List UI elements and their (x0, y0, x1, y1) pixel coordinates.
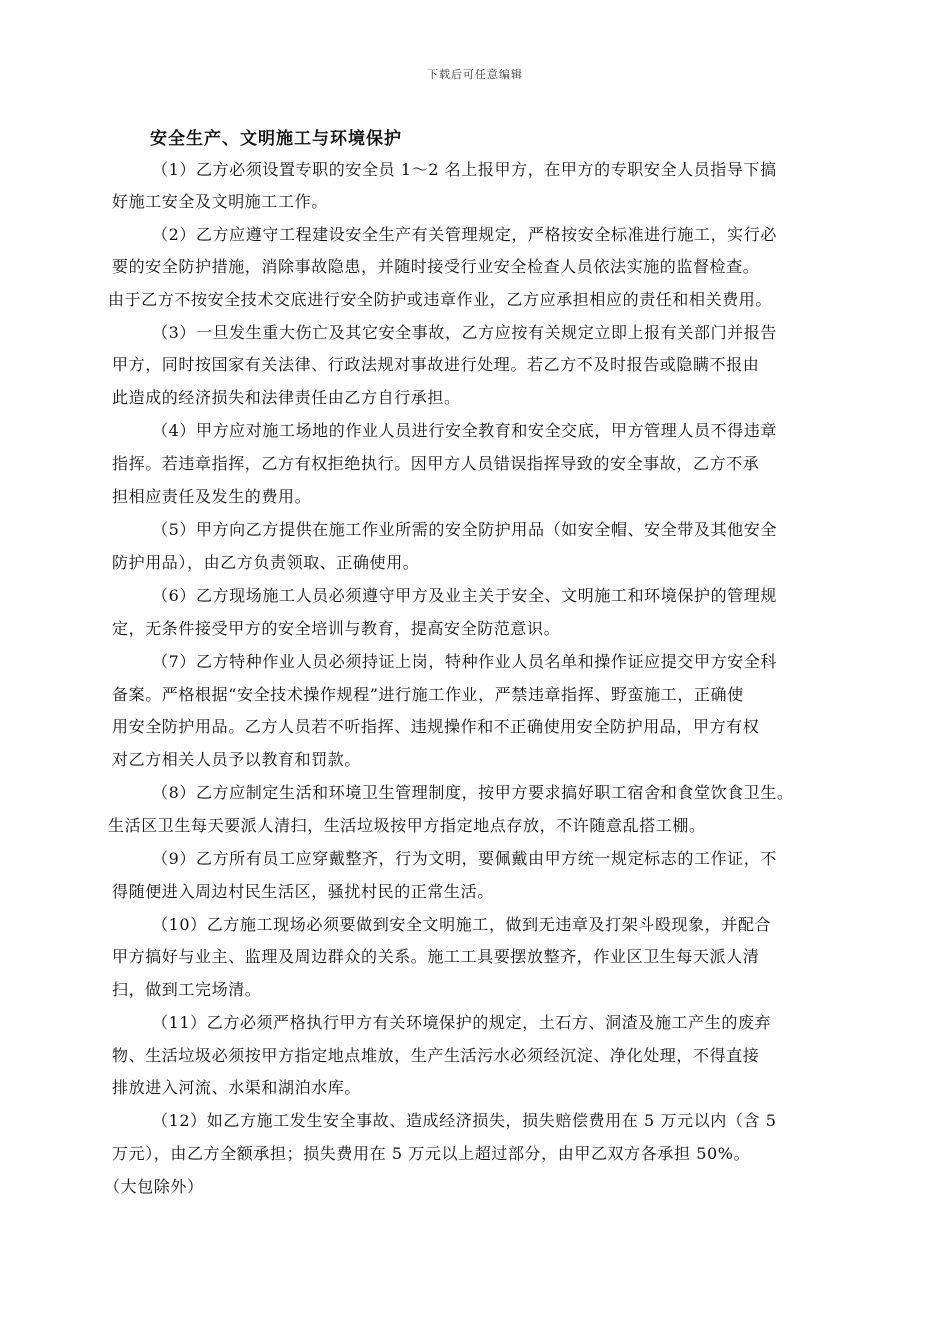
paragraph-line: （2）乙方应遵守工程建设安全生产有关管理规定，严格按安全标准进行施工，实行必 (152, 225, 777, 244)
paragraph-line: （7）乙方特种作业人员必须持证上岗，特种作业人员名单和操作证应提交甲方安全科 (152, 652, 777, 671)
paragraph-line: 排放进入河流、水渠和湖泊水库。 (112, 1078, 362, 1097)
paragraph-line: 防护用品），由乙方负责领取、正确使用。 (112, 553, 420, 572)
page-header: 下载后可任意编辑 (427, 68, 523, 81)
paragraph-line: （大包除外） (104, 1177, 204, 1196)
paragraph-line: （1）乙方必须设置专职的安全员 1～2 名上报甲方，在甲方的专职安全人员指导下搞 (152, 160, 777, 179)
paragraph-line: 得随便进入周边村民生活区，骚扰村民的正常生活。 (112, 882, 494, 901)
paragraph-line: （3）一旦发生重大伤亡及其它安全事故，乙方应按有关规定立即上报有关部门并报告 (152, 323, 777, 342)
paragraph-line: 甲方搞好与业主、监理及周边群众的关系。施工工具要摆放整齐，作业区卫生每天派人清 (112, 947, 760, 966)
paragraph-line: （6）乙方现场施工人员必须遵守甲方及业主关于安全、文明施工和环境保护的管理规 (152, 586, 777, 605)
paragraph-line: （11）乙方必须严格执行甲方有关环境保护的规定，土石方、洞渣及施工产生的废弃 (152, 1013, 772, 1032)
paragraph-line: （9）乙方所有员工应穿戴整齐，行为文明，要佩戴由甲方统一规定标志的工作证，不 (152, 849, 777, 868)
section-heading: 安全生产、文明施工与环境保护 (150, 129, 402, 149)
paragraph-line: 担相应责任及发生的费用。 (112, 487, 312, 506)
paragraph-line: 备案。严格根据“安全技术操作规程”进行施工作业，严禁违章指挥、野蛮施工，正确使 (112, 685, 744, 704)
paragraph-line: 物、生活垃圾必须按甲方指定地点堆放，生产生活污水必须经沉淀、净化处理，不得直接 (112, 1046, 760, 1065)
paragraph-line: 甲方，同时按国家有关法律、行政法规对事故进行处理。若乙方不及时报告或隐瞒不报由 (112, 355, 760, 374)
paragraph-line: 用安全防护用品。乙方人员若不听指挥、违规操作和不正确使用安全防护用品，甲方有权 (112, 717, 760, 736)
paragraph-line: 好施工安全及文明施工工作。 (112, 192, 328, 211)
paragraph-line: 对乙方相关人员予以教育和罚款。 (112, 750, 362, 769)
paragraph-line: （5）甲方向乙方提供在施工作业所需的安全防护用品（如安全帽、安全带及其他安全 (152, 520, 777, 539)
paragraph-line: 要的安全防护措施，消除事故隐患，并随时接受行业安全检查人员依法实施的监督检查。 (112, 257, 760, 276)
paragraph-line: （8）乙方应制定生活和环境卫生管理制度，按甲方要求搞好职工宿舍和食堂饮食卫生。 (152, 783, 794, 802)
paragraph-line: 生活区卫生每天要派人清扫，生活垃圾按甲方指定地点存放，不许随意乱搭工棚。 (108, 816, 706, 835)
paragraph-line: 扫，做到工完场清。 (112, 980, 262, 999)
paragraph-line: 此造成的经济损失和法律责任由乙方自行承担。 (112, 388, 461, 407)
paragraph-line: 定，无条件接受甲方的安全培训与教育，提高安全防范意识。 (112, 619, 561, 638)
paragraph-line: （10）乙方施工现场必须要做到安全文明施工，做到无违章及打架斗殴现象，并配合 (152, 915, 772, 934)
paragraph-line: 万元），由乙方全额承担；损失费用在 5 万元以上超过部分，由甲乙双方各承担 50%。 (112, 1144, 751, 1163)
paragraph-line: 指挥。若违章指挥，乙方有权拒绝执行。因甲方人员错误指挥导致的安全事故，乙方不承 (112, 454, 760, 473)
paragraph-line: （4）甲方应对施工场地的作业人员进行安全教育和安全交底，甲方管理人员不得违章 (152, 421, 777, 440)
paragraph-line: （12）如乙方施工发生安全事故、造成经济损失，损失赔偿费用在 5 万元以内（含 5 (152, 1111, 777, 1130)
paragraph-line: 由于乙方不按安全技术交底进行安全防护或违章作业，乙方应承担相应的责任和相关费用。 (108, 290, 773, 309)
